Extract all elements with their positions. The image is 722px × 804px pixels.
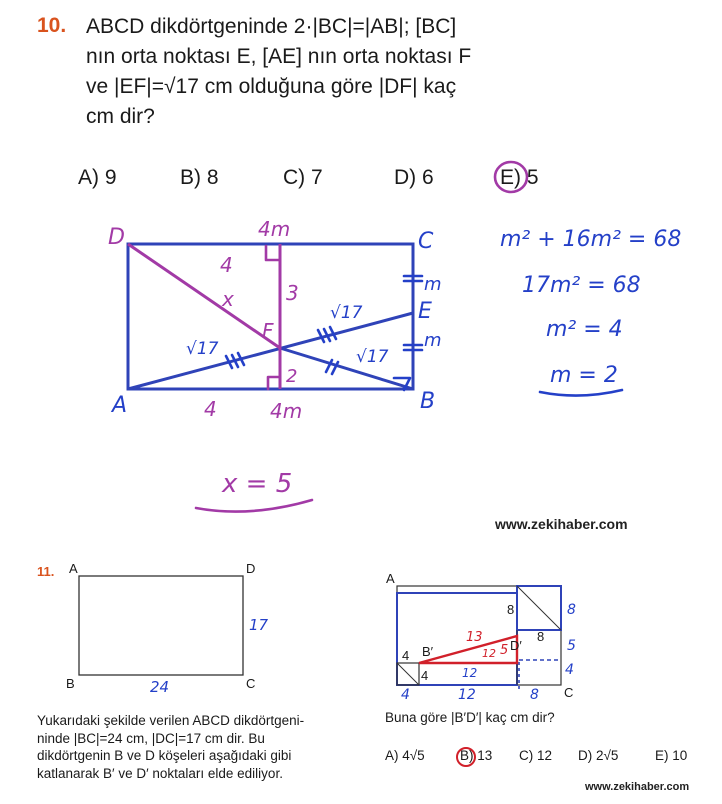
left-vertex-b: B [66, 676, 75, 691]
q11-choice-e[interactable]: E) 10 [655, 748, 688, 763]
tick-fe [318, 327, 336, 342]
left-side-17: 17 [249, 616, 269, 634]
right-vertex-a: A [386, 571, 395, 586]
note-x: x [222, 287, 234, 311]
note-top-4m: 4m [258, 217, 291, 241]
right-bottom-12: 12 [458, 687, 476, 703]
work-line-4: m = 2 [550, 363, 618, 388]
right-note-8: 8 [567, 602, 576, 618]
right-bottom-4: 4 [401, 687, 410, 703]
right-angle-top [266, 246, 280, 260]
q11-choice-c[interactable]: C) 12 [519, 748, 553, 763]
right-label-8a: 8 [507, 602, 515, 617]
right-vertex-c: C [564, 685, 574, 700]
work-underline [540, 390, 622, 396]
note-right-bottom-m: m [424, 330, 442, 351]
work-line-2: 17m² = 68 [522, 273, 641, 298]
q11-choice-a[interactable]: A) 4√5 [385, 748, 425, 763]
note-left-bottom-4: 4 [204, 397, 217, 421]
choice-a[interactable]: A) 9 [78, 166, 117, 189]
question-10-line-1: ABCD dikdörtgeninde 2·|BC|=|AB|; [BC] [86, 15, 457, 38]
fold-diagonal-d [517, 586, 561, 630]
question-11-line-1: Yukarıdaki şekilde verilen ABCD dikdörtgeni- [37, 713, 305, 728]
right-rectangle-inner [397, 593, 517, 685]
question-11-line-3: dikdörtgenin B ve D köşeleri aşağıdaki gibi [37, 748, 292, 763]
choice-e[interactable]: E) 5 [500, 166, 539, 189]
segment-fb [280, 348, 413, 389]
q11-choice-d[interactable]: D) 2√5 [578, 748, 619, 763]
left-side-24: 24 [150, 678, 170, 696]
left-vertex-a: A [69, 561, 78, 576]
question-11-line-2: ninde |BC|=24 cm, |DC|=17 cm dir. Bu [37, 730, 265, 746]
watermark-1: www.zekihaber.com [495, 516, 628, 532]
right-note-13: 13 [466, 630, 483, 645]
rectangle-abcd [128, 244, 413, 389]
left-rectangle [79, 576, 243, 675]
right-note-4: 4 [565, 662, 574, 678]
answer-e-circle [495, 162, 527, 192]
choice-c[interactable]: C) 7 [283, 166, 323, 189]
choice-b[interactable]: B) 8 [180, 166, 219, 189]
note-right-top-m: m [424, 274, 442, 295]
right-label-8b: 8 [537, 629, 545, 644]
segment-df [128, 244, 280, 348]
right-inner-12: 12 [462, 666, 478, 680]
right-note-5: 5 [567, 638, 576, 654]
right-note-12-red: 12 [482, 647, 496, 660]
question-10-line-3: ve |EF|=√17 cm olduğuna göre |DF| kaç [86, 75, 457, 98]
right-b-prime: B′ [422, 644, 434, 659]
choice-d[interactable]: D) 6 [394, 166, 434, 189]
left-vertex-d: D [246, 561, 256, 576]
note-vertical-2: 2 [286, 366, 298, 387]
question-11-number: 11. [37, 564, 55, 579]
vertex-f-label: F [262, 319, 274, 343]
q11-choice-b[interactable]: B) 13 [460, 748, 493, 763]
note-sqrt-left: √17 [186, 339, 219, 359]
work-line-1: m² + 16m² = 68 [500, 227, 682, 252]
question-10-line-4: cm dir? [86, 105, 155, 128]
question-10-line-2: nın orta noktası E, [AE] nın orta noktası F [86, 45, 472, 68]
watermark-2: www.zekihaber.com [585, 781, 690, 793]
question-10-number: 10. [37, 14, 67, 37]
fold-diagonal-b [397, 663, 419, 685]
question-11-prompt: Buna göre |B′D′| kaç cm dir? [385, 710, 555, 725]
vertex-b-label: B [420, 389, 436, 414]
right-note-5-red: 5 [500, 643, 509, 658]
left-vertex-c: C [246, 676, 256, 691]
note-sqrt-upper: √17 [330, 303, 363, 323]
right-angle-bottom [268, 377, 280, 389]
question-11-line-4: katlanarak B′ ve D′ noktaları elde ediliyor. [37, 765, 283, 781]
answer-note: x = 5 [222, 469, 293, 499]
vertex-a-label: A [112, 393, 128, 418]
vertex-c-label: C [418, 229, 434, 254]
note-sqrt-lower: √17 [356, 347, 389, 367]
right-d-prime: D′ [510, 638, 522, 653]
right-label-4b: 4 [421, 668, 429, 683]
note-left-top-4: 4 [220, 253, 233, 277]
vertex-d-label: D [108, 225, 125, 250]
work-line-3: m² = 4 [546, 317, 623, 342]
answer-underline [196, 500, 312, 512]
tick-af [226, 353, 244, 368]
right-bottom-8: 8 [530, 687, 539, 703]
note-bottom-4m: 4m [270, 399, 303, 423]
vertex-e-label: E [418, 299, 432, 324]
note-vertical-3: 3 [286, 281, 299, 305]
right-label-4a: 4 [402, 648, 410, 663]
question-11-text [37, 712, 304, 782]
